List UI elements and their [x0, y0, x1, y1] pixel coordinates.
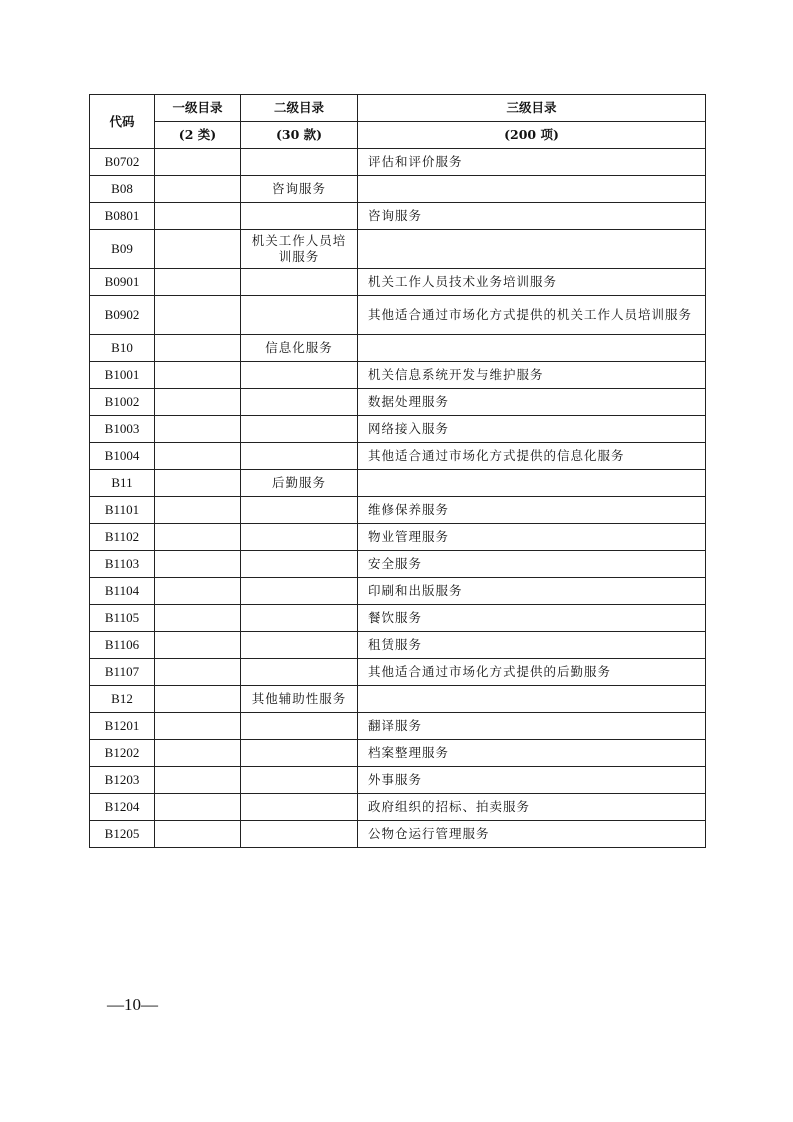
row-level2	[241, 578, 358, 605]
row-level2	[241, 269, 358, 296]
row-code: B0801	[90, 203, 155, 230]
table-row	[90, 416, 706, 443]
header-level2-count: (30 款)	[241, 122, 358, 149]
row-level1	[155, 821, 241, 848]
row-level3: 评估和评价服务	[358, 149, 706, 176]
row-level2	[241, 821, 358, 848]
row-level1	[155, 470, 241, 497]
row-level3	[358, 686, 706, 713]
table-row	[90, 632, 706, 659]
row-code: B1107	[90, 659, 155, 686]
row-code: B1205	[90, 821, 155, 848]
row-level3: 维修保养服务	[358, 497, 706, 524]
row-level1	[155, 659, 241, 686]
row-level3	[358, 335, 706, 362]
row-level1	[155, 713, 241, 740]
row-level2	[241, 551, 358, 578]
table-row	[90, 443, 706, 470]
table-row	[90, 659, 706, 686]
row-code: B09	[90, 230, 155, 269]
row-level3: 网络接入服务	[358, 416, 706, 443]
row-level2	[241, 659, 358, 686]
row-level1	[155, 230, 241, 269]
row-level1	[155, 296, 241, 335]
table-row	[90, 230, 706, 269]
catalog-table	[89, 94, 706, 848]
row-level2	[241, 296, 358, 335]
table-row	[90, 686, 706, 713]
row-code: B1004	[90, 443, 155, 470]
row-level1	[155, 524, 241, 551]
row-level3: 餐饮服务	[358, 605, 706, 632]
row-level2	[241, 443, 358, 470]
row-level3: 数据处理服务	[358, 389, 706, 416]
table-row	[90, 767, 706, 794]
row-level2: 信息化服务	[241, 335, 358, 362]
table-row	[90, 335, 706, 362]
row-level1	[155, 632, 241, 659]
header-code: 代码	[90, 95, 155, 149]
table-row	[90, 149, 706, 176]
row-level1	[155, 203, 241, 230]
row-level3: 外事服务	[358, 767, 706, 794]
table-row	[90, 362, 706, 389]
row-level1	[155, 740, 241, 767]
table-row	[90, 470, 706, 497]
row-level2	[241, 389, 358, 416]
row-level1	[155, 497, 241, 524]
row-level2	[241, 632, 358, 659]
row-level1	[155, 416, 241, 443]
row-code: B1106	[90, 632, 155, 659]
row-code: B1103	[90, 551, 155, 578]
table-body	[90, 149, 706, 848]
table-row	[90, 203, 706, 230]
table-row	[90, 821, 706, 848]
row-code: B08	[90, 176, 155, 203]
row-level3	[358, 230, 706, 269]
row-level3: 其他适合通过市场化方式提供的后勤服务	[358, 659, 706, 686]
row-level3: 咨询服务	[358, 203, 706, 230]
table-row	[90, 176, 706, 203]
row-level2	[241, 362, 358, 389]
row-level3: 物业管理服务	[358, 524, 706, 551]
table-row	[90, 269, 706, 296]
row-level2	[241, 740, 358, 767]
row-code: B1202	[90, 740, 155, 767]
row-code: B12	[90, 686, 155, 713]
row-level2	[241, 605, 358, 632]
row-level2	[241, 713, 358, 740]
row-level2	[241, 524, 358, 551]
row-level3	[358, 176, 706, 203]
row-code: B1201	[90, 713, 155, 740]
row-code: B1101	[90, 497, 155, 524]
header-level3-count: (200 项)	[358, 122, 706, 149]
row-level3: 租赁服务	[358, 632, 706, 659]
row-level2: 后勤服务	[241, 470, 358, 497]
row-level2	[241, 794, 358, 821]
row-level3	[358, 470, 706, 497]
row-level2	[241, 149, 358, 176]
row-level2: 咨询服务	[241, 176, 358, 203]
row-level2: 机关工作人员培训服务	[241, 230, 358, 269]
row-code: B1203	[90, 767, 155, 794]
row-level1	[155, 686, 241, 713]
table-row	[90, 296, 706, 335]
row-code: B0702	[90, 149, 155, 176]
table-row	[90, 794, 706, 821]
row-level3: 安全服务	[358, 551, 706, 578]
row-code: B1105	[90, 605, 155, 632]
row-level1	[155, 794, 241, 821]
row-level2	[241, 416, 358, 443]
page-number: —10—	[107, 995, 158, 1014]
row-level2	[241, 203, 358, 230]
header-level3: 三级目录	[358, 95, 706, 122]
table-row	[90, 497, 706, 524]
row-level2: 其他辅助性服务	[241, 686, 358, 713]
row-code: B0902	[90, 296, 155, 335]
row-level1	[155, 269, 241, 296]
row-level1	[155, 767, 241, 794]
row-code: B1002	[90, 389, 155, 416]
row-level1	[155, 551, 241, 578]
row-code: B1102	[90, 524, 155, 551]
table-row	[90, 740, 706, 767]
row-level1	[155, 149, 241, 176]
row-level1	[155, 605, 241, 632]
header-level1-count: (2 类)	[155, 122, 241, 149]
row-level1	[155, 443, 241, 470]
row-code: B10	[90, 335, 155, 362]
row-level3: 档案整理服务	[358, 740, 706, 767]
row-level1	[155, 389, 241, 416]
header-level2: 二级目录	[241, 95, 358, 122]
row-level2	[241, 767, 358, 794]
row-level1	[155, 578, 241, 605]
row-level1	[155, 176, 241, 203]
table-row	[90, 551, 706, 578]
table-row	[90, 713, 706, 740]
row-level3: 公物仓运行管理服务	[358, 821, 706, 848]
row-code: B1003	[90, 416, 155, 443]
row-level3: 机关工作人员技术业务培训服务	[358, 269, 706, 296]
row-level2	[241, 497, 358, 524]
row-code: B11	[90, 470, 155, 497]
row-level1	[155, 335, 241, 362]
row-level3: 其他适合通过市场化方式提供的信息化服务	[358, 443, 706, 470]
row-code: B1104	[90, 578, 155, 605]
table-row	[90, 389, 706, 416]
row-code: B1204	[90, 794, 155, 821]
row-level3: 印刷和出版服务	[358, 578, 706, 605]
header-level1: 一级目录	[155, 95, 241, 122]
row-code: B1001	[90, 362, 155, 389]
row-level3: 翻译服务	[358, 713, 706, 740]
table-row	[90, 578, 706, 605]
row-level3: 其他适合通过市场化方式提供的机关工作人员培训服务	[358, 296, 706, 335]
row-level1	[155, 362, 241, 389]
table-row	[90, 524, 706, 551]
table-row	[90, 605, 706, 632]
row-level3: 政府组织的招标、拍卖服务	[358, 794, 706, 821]
row-code: B0901	[90, 269, 155, 296]
row-level3: 机关信息系统开发与维护服务	[358, 362, 706, 389]
